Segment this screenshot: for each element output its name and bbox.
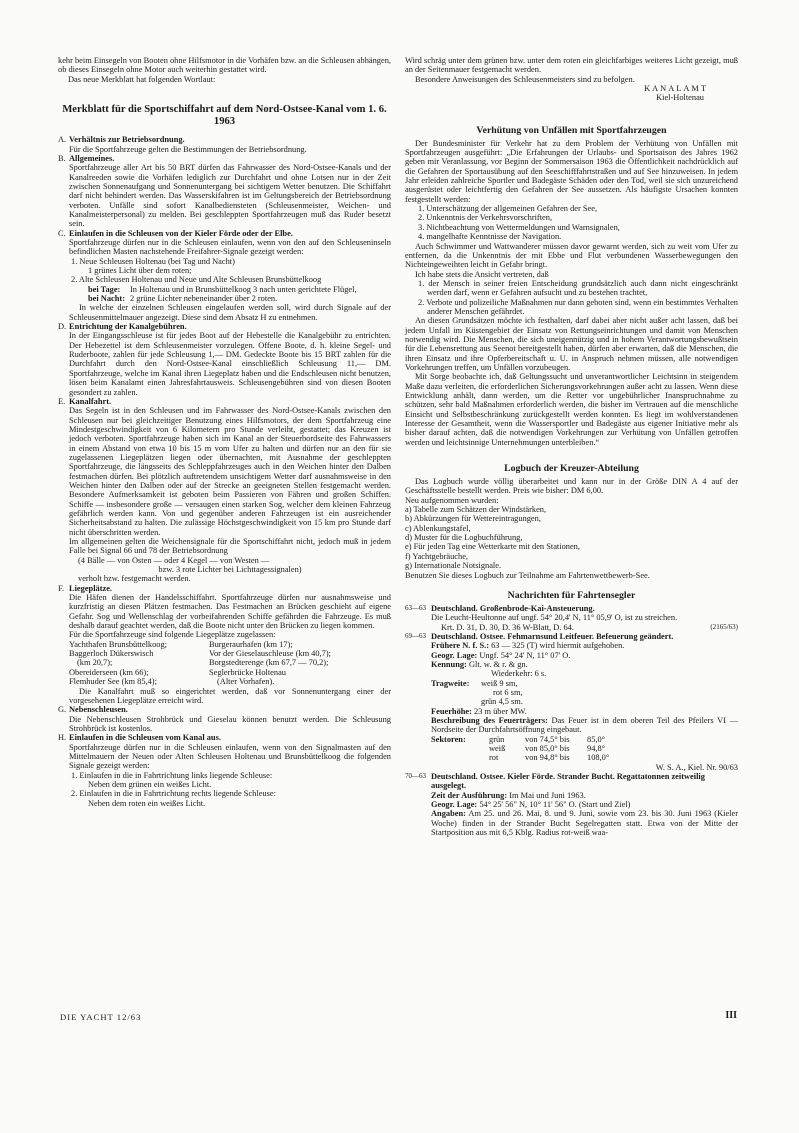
list-item: 3. Nichtbeachtung von Wettermeldungen und Warnsignalen, [418,222,620,232]
section-f-text2: Für die Sportfahrzeuge sind folgende Liegeplätze zugelassen: [69,630,276,640]
article-paragraph: Neu aufgenommen wurden: [405,495,499,505]
list-item: Flemhuder See (km 85,4); [69,677,157,687]
signature-name: KANALAMT [644,84,708,94]
intro-paragraph: Das neue Merkblatt hat folgenden Wortlaut: [68,74,216,84]
section-e-heading: E. Kanalfahrt. [58,396,112,406]
right-column [405,56,738,837]
article-paragraph: Der Bundesminister für Verkehr hat zu dem Problem der Verhütung von Unfällen mit Sportfahrzeugen ausgeführt: „Die Erfahrungen der Urlaubs- und Sportsaison des Jahres 1962 geben mir Veranlassung, vor Beginn der Sommersaison 1963 die Öffentlichkeit nachdrücklich auf die Gefahren der Sportausübung auf den Seeschifffahrtstraßen und auf See hinzuweisen. In jedem Jahr erleiden zahlreiche Sportler und Badegäste Schäden oder den Tod, weil sie sich unzureichend ausgerüstet oder leichtfertig den Gefahren der See aussetzen. Als häufigste Ursachen konnten festgestellt werden: [405,138,738,204]
section-f-after: Die Kanalfahrt muß so eingerichtet werden, daß vor Sonnenuntergang einer der vorgesehenen Liegeplätze erreicht wird. [69,686,391,705]
list-item: 2. Verbote und polizeiliche Maßnahmen nur dann geboten sind, wenn ein bestimmtes Verhalten anderer Menschen gefährdet. [418,297,738,316]
notice-field: Kennung: Glt. w. & r. & gn. [431,659,528,669]
list-item: a) Tabelle zum Schätzen der Windstärken, [405,505,547,515]
list-item: 2. Alte Schleusen Holtenau und Neue und Alte Schleusen Brunsbüttelkoog [71,275,322,285]
merkblatt-heading: Merkblatt für die Sportschiffahrt auf dem Nord-Ostsee-Kanal vom 1. 6. 1963 [62,104,387,127]
continued-paragraph: Besondere Anweisungen des Schleusenmeisters sind zu befolgen. [415,74,635,84]
article-paragraph: Das Logbuch wurde völlig überarbeitet und kann nur in der Größe DIN A 4 auf der Geschäftsstelle bestellt werden. Preis wie bisher: DM 6,00. [405,477,738,496]
section-e-text: Das Segeln ist in den Schleusen und im Fahrwasser des Nord-Ostsee-Kanals zwischen den Schleusen nur bei gleichzeitiger Benutzung eines Hilfsmotors, der dem Sportfahrzeug eine Mindestgeschwindigkeit von 6 Kilometern pro Stunde verleiht, gestattet; das Kreuzen ist jedoch verboten. Sportfahrzeuge haben sich im Kanal an der Steuerbordseite des Fahrwassers in einem Abstand von etwa 10 bis 15 m vom Ufer zu halten und dürfen nur an den für sie zugelassenen Liegeplätzen liegen oder übernachten, mit Ausnahme der geschleppten Sportfahrzeuge, die längsseits des Schleppfahrzeuges auch in den Weichen hinter den Dalben festmachen dürfen. Bei plötzlich auftretendem unsichtigem Wetter darf ausnahmsweise in den Weichen hinter den Dalben oder auf der Strecke an geeigneten Stellen festgemacht werden. Besondere Aufmerksamkeit ist geboten beim Passieren von Fähren und großen Schiffen. Schiffe — insbesondere große — versaugen einen starken Sog, welcher dem kleinen Fahrzeug gefährlich werden kann. Von und gegenüber anderen Fahrzeugen ist ein ausreichender Sicherheitsabstand zu halten. Die zulässige Höchstgeschwindigkeit von 15 km pro Stunde darf nicht überschritten werden. [69,406,391,537]
list-item: 1. Neue Schleusen Holtenau (bei Tag und Nacht) [71,256,235,266]
notice-field: Geogr. Lage: Ungf. 54° 24' N, 11° 07' O. [431,650,571,660]
notice-title: Deutschland. Ostsee. Fehmarnsund Leitfeuer. Befeuerung geändert. [431,631,674,641]
section-h-text: Sportfahrzeuge dürfen nur in die Schleusen einlaufen, wenn von den Signalmasten auf den Mittelmauern der Neuen oder Alten Schleusen Holtenau und Brunsbüttelkoog die folgenden Signale gezeigt werden: [69,742,391,771]
signal-row: bei Nacht: 2 grüne Lichter nebeneinander über 2 roten. [88,294,278,304]
signal-line: (4 Bälle — von Osten — oder 4 Kegel — von Westen — [78,555,270,565]
article-paragraph: Ich habe stets die Ansicht vertreten, daß [415,269,549,279]
article-heading: Verhütung von Unfällen mit Sportfahrzeugen [476,124,667,136]
notice-field: Tragweite: weiß 9 sm, rot 6 sm, grün 4,5 sm. [431,678,523,707]
signal-row: bei Tage: In Holtenau und in Brunsbüttelkoog 3 nach unten gerichtete Flügel, [88,284,357,294]
list-item: Seglerbrücke Holtenau [209,667,286,677]
signal-line: bzw. 3 rote Lichter bei Lichttagessignalen) [158,565,302,575]
signature-place: Kiel-Holtenau [656,93,704,103]
notice-63-63: 63—63 Deutschland. Großenbrode-Kai-Ansteuerung. Die Leucht-Heultonne auf ungf. 54° 20,4' N, 11° 05,9' O, ist zu streichen. Krt. D. 31, D. 30, D. 36 W-Blatt, D. 64. (2165/63) [405,603,738,632]
article-heading: Logbuch der Kreuzer-Abteilung [504,463,639,475]
section-f-heading: F. Liegeplätze. [58,583,113,593]
notice-field: Feuerhöhe: 23 m über MW. [431,706,527,716]
notice-70-63: 70—63 Deutschland. Ostsee. Kieler Förde. Strander Bucht. Regattatonnen zeitweilig ausgelegt. Zeit der Ausführung: Im Mai und Juni 1963. Geogr. Lage: 54° 25' 56" N, 10° 11' 56" O. (Start und Ziel) Angaben: Am 25. und 26. Mai, 8. und 9. Juni, sowie vom 23. bis 30. Juni 1963 (Kieler Woche) finden in der Strander Bucht Segelregatten statt. Etwa von der Mitte der Startposition aus mit 6,5 Kblg. Radius rot-weiß waa- [405,772,738,838]
notice-field: Frühere N. f. S.: 63 — 325 (T) wird hiermit aufgehoben. [431,641,625,651]
footer-magazine-label: DIE YACHT 12/63 [60,1012,142,1022]
section-h-heading: H. Einlaufen in die Schleusen vom Kanal aus. [58,733,221,743]
notice-field: Angaben: Am 25. und 26. Mai, 8. und 9. Juni, sowie vom 23. bis 30. Juni 1963 (Kieler Woche) finden in der Strander Bucht Segelregatten statt. Etwa von der Mitte der Startposition aus mit 6,5 Kblg. Radius rot-weiß waa- [431,809,738,838]
section-d-heading: D. Entrichtung der Kanalgebühren. [58,322,187,332]
article-paragraph: Auch Schwimmer und Wattwanderer müssen davor gewarnt werden, sich zu weit vom Ufer zu entfernen, da die Unkenntnis der mit Ebbe und Flut verbundenen Wasserbewegungen den Nichteingeweihten leicht in Gefahr bringt. [405,241,738,270]
section-c-heading: C. Einlaufen in die Schleusen von der Kieler Förde oder der Elbe. [58,228,293,238]
article-paragraph: An diesen Grundsätzen möchte ich festhalten, darf dabei aber nicht außer acht lassen, daß bei jedem Unfall im Küstengebiet der Einsatz von Rettungseinrichtungen und damit von Menschen notwendig wird. Die Menschen, die sich uneigennützig und in hohem Verantwortungsbewußtsein für die Lebensrettung aus Seenot bereitgestellt haben, dürfen aber erwarten, daß die Menschen, die ihren Einsatz und ihre Opferbereitschaft u. U. in Anspruch nehmen müssen, alle notwendigen Vorkehrungen treffen, um Unfällen vorzubeugen. [405,316,738,372]
list-item: Obereiderseen (km 66); [69,667,149,677]
list-item: Neben dem grünen ein weißes Licht. [88,779,212,789]
sector-row: weiß von 85,0° bis 94,8° [489,744,606,753]
notice-ref: W. S. A., Kiel. Nr. 90/63 [655,762,738,772]
list-item: 1. Unterschätzung der allgemeinen Gefahren der See, [418,204,598,214]
notice-field: Zeit der Ausführung: Im Mai und Juni 1963. [431,790,586,800]
notice-field: Wiederkehr: 6 s. [491,669,547,679]
section-g-heading: G. Nebenschleusen. [58,705,128,715]
list-item: 1. Einlaufen in die in Fahrtrichtung links liegende Schleuse: [71,770,273,780]
section-b-text: Sportfahrzeuge aller Art bis 50 BRT dürfen das Fahrwasser des Nord-Ostsee-Kanals und der Kanalreeden sowie die Vorhäfen lediglich zur Durchfahrt und ohne Lotsen nur in der Zeit zwischen Sonnenaufgang und Sonnenuntergang bei sichtigem Wetter benutzen. Die Schiffahrt darf nicht behindert werden. Das Wasserskifahren ist im Geltungsbereich der Betriebsordnung verboten. Unfälle sind sofort Kanalbediensteten (Schleusenmeister, Weichen- und Kanalmeisterpersonal) zu melden. Bei geschleppten Sportfahrzeugen muß das Ruder besetzt sein. [69,163,391,229]
list-item: Burgeraurhafen (km 17); [209,639,293,649]
section-e-text2: Im allgemeinen gelten die Weichensignale für die Sportschiffahrt nicht, jedoch muß in jedem Falle bei Signal 66 und 78 der Betriebsordnung [69,537,391,556]
intro-paragraph: kehr beim Einsegeln von Booten ohne Hilfsmotor in die Vorhäfen bzw. an die Schleusen abhängen, ob dieses Einsegeln ohne Motor auch weiterhin gestattet wird. [58,56,391,75]
list-item: Vor der Gieselauschleuse (km 40,7); [209,649,331,659]
notice-field: Geogr. Lage: 54° 25' 56" N, 10° 11' 56" O. (Start und Ziel) [431,800,631,810]
list-item: g) Internationale Notsignale. [405,561,502,571]
list-item: b) Abkürzungen für Wettereintragungen, [405,514,541,524]
footer-page-number: III [725,1010,737,1021]
list-item: f) Yachtgebräuche, [405,551,469,561]
list-item: 1 grünes Licht über dem roten; [88,266,192,276]
notice-title: Deutschland. Ostsee. Kieler Förde. Strander Bucht. Regattatonnen zeitweilig ausgelegt. [431,772,705,791]
list-item: 2. Unkenntnis der Verkehrsvorschriften, [418,213,553,223]
list-item: Borgstedterenge (km 67,7 — 70,2); [209,658,329,668]
notice-title: Deutschland. Großenbrode-Kai-Ansteuerung. [431,603,595,613]
section-a-text: Für die Sportfahrzeuge gelten die Bestimmungen der Betriebsordnung. [69,144,307,154]
list-item: (km 20,7); [77,658,113,668]
section-a-heading: A. Verhältnis zur Betriebsordnung. [58,135,185,145]
section-b-heading: B. Allgemeines. [58,153,115,163]
section-d-text: In der Eingangsschleuse ist für jedes Boot auf der Hebestelle die Kanalgebühr zu entrichten. Der Hebezettel ist dem Schleusenmeister vorzulegen. Offene Boote, d. h. kleine Segel- und Ruderboote, zahlen für jede Schleusung 1,— DM. Gedeckte Boote bis 15 BRT zahlen für die Durchfahrt durch den Nord-Ostsee-Kanal einschließlich Schleusung 11,— DM. Sportfahrzeuge, welche im Kanal ihren Liegeplatz haben und die Endschleusen nicht benutzen, lösen beim Kanalamt einen Jahresfahrtausweis. Schleusengebühren sind von diesen Booten gesondert zu zahlen. [69,331,391,397]
section-f-text: Die Häfen dienen der Handelsschiffahrt. Sportfahrzeuge dürfen nur ausnahmsweise und kurzfristig an diesen Plätzen festmachen. Das Festmachen an Brücken geschieht auf eigene Gefahr. Sog und Wellenschlag der vorbeifahrenden Schiffe gefährden die Fahrzeuge. Es muß deshalb darauf geachtet werden, daß die Boote nicht unter den Brücken zu liegen kommen. [69,593,391,631]
list-item: e) Für jeden Tag eine Wetterkarte mit den Stationen, [405,542,580,552]
sectors-table: Sektoren: grün von 74,5° bis 85,0° weiß von 85,0° bis 94,8° rot von 94,8° bis 108,0° [431,735,738,763]
list-item: Neben dem roten ein weißes Licht. [88,798,206,808]
list-item: Yachthafen Brunsbüttelkoog; [69,639,168,649]
article-heading: Nachrichten für Fahrtensegler [507,589,636,601]
list-item: 4. mangelhafte Kenntnisse der Navigation. [418,232,562,242]
list-item: Baggerloch Dükerswisch [69,649,154,659]
left-column [58,56,391,808]
liegeplaetze-list [58,640,391,687]
section-c-after: In welche der einzelnen Schleusen eingelaufen werden soll, wird durch Signale auf der Schleusenmittelmauer angezeigt. Diese sind dem Absatz H zu entnehmen. [69,303,391,322]
sector-row: rot von 94,8° bis 108,0° [489,753,610,763]
notice-chart-ref: Krt. D. 31, D. 30, D. 36 W-Blatt, D. 64. (2165/63) [441,622,738,632]
list-item: d) Muster für die Logbuchführung, [405,533,523,543]
notice-69-63: 69—63 Deutschland. Ostsee. Fehmarnsund Leitfeuer. Befeuerung geändert. Frühere N. f. S.: 63 — 325 (T) wird hiermit aufgehoben. Geogr. Lage: Ungf. 54° 24' N, 11° 07' O. Kennung: Glt. w. & r. & gn. Wiederkehr: 6 s. Tragweite: weiß 9 sm, rot 6 sm, grün 4,5 sm. Feuerhöhe: 23 m über MW. Beschreibung des Feuerträgers: Das Feuer ist in dem oberen Teil des Pfeilers VI — Nordseite der Durchfahrtsöffnung eingebaut. Sektoren: grün von 74,5° bis 85,0° weiß von 85,0° bis 94,8° rot von 94,8° bis 108,0° W. S. A., Kiel. Nr. 90/63 [405,631,738,772]
section-c-text: Sportfahrzeuge dürfen nur in die Schleusen einlaufen, wenn von den auf den Schleuseninseln befindlichen Masten nachstehende Freifahrer-Signale gezeigt werden: [69,238,391,257]
article-paragraph: Benutzen Sie dieses Logbuch zur Teilnahme am Fahrtenwettbewerb-See. [405,570,650,580]
sector-row: grün von 74,5° bis 85,0° [489,734,606,744]
list-item: 2. Einlaufen in die in Fahrtrichtung rechts liegende Schleuse: [71,789,276,799]
section-g-text: Die Nebenschleusen Strohbrück und Gieselau können benutzt werden. Die Schleusung Strohbrück ist kostenlos. [69,714,391,733]
notice-field: Beschreibung des Feuerträgers: Das Feuer ist in dem oberen Teil des Pfeilers VI — Nordseite der Durchfahrtsöffnung eingebaut. [431,715,738,735]
list-item: 1. der Mensch in seiner freien Entscheidung grundsätzlich auch dann nicht eingeschränkt werden darf, wenn er Gefahren aufsucht und zu bestehen trachtet, [418,278,738,298]
article-paragraph: Mit Sorge beobachte ich, daß Geltungssucht und unverantwortlicher Leichtsinn in steigendem Maße dazu verleiten, die erforderlichen Sicherungsvorkehrungen außer acht zu lassen. Wenn diese Entwicklung anhält, dann werden, um die Retter vor ungebührlicher Inanspruchnahme zu schützen, sehr bald Maßnahmen erforderlich werden, die bisher im Vertrauen auf die menschliche Einsicht und Selbstbeschränkung zurückgestellt werden konnten. Es liegt im wohlverstandenen Interesse der Gesamtheit, wenn die Wassersportler und Badegäste aus eigener Initiative mehr als bisher darauf achten, daß die notwendigen Vorkehrungen zur Verhütung von Unfällen getroffen werden und leichtsinnige Unternehmungen unterbleiben.“ [405,372,738,447]
list-item: (Alter Vorhafen). [217,677,275,687]
signal-line: verholt bzw. festgemacht werden. [78,574,191,584]
list-item: c) Ablenkungstafel, [405,523,471,533]
notice-text: Die Leucht-Heultonne auf ungf. 54° 20,4' N, 11° 05,9' O, ist zu streichen. [431,613,678,623]
continued-paragraph: Wird schräg unter dem grünen bzw. unter dem roten ein gleichfarbiges weiteres Licht gezeigt, muß an der Seitenmauer festgemacht werden. [405,56,738,75]
